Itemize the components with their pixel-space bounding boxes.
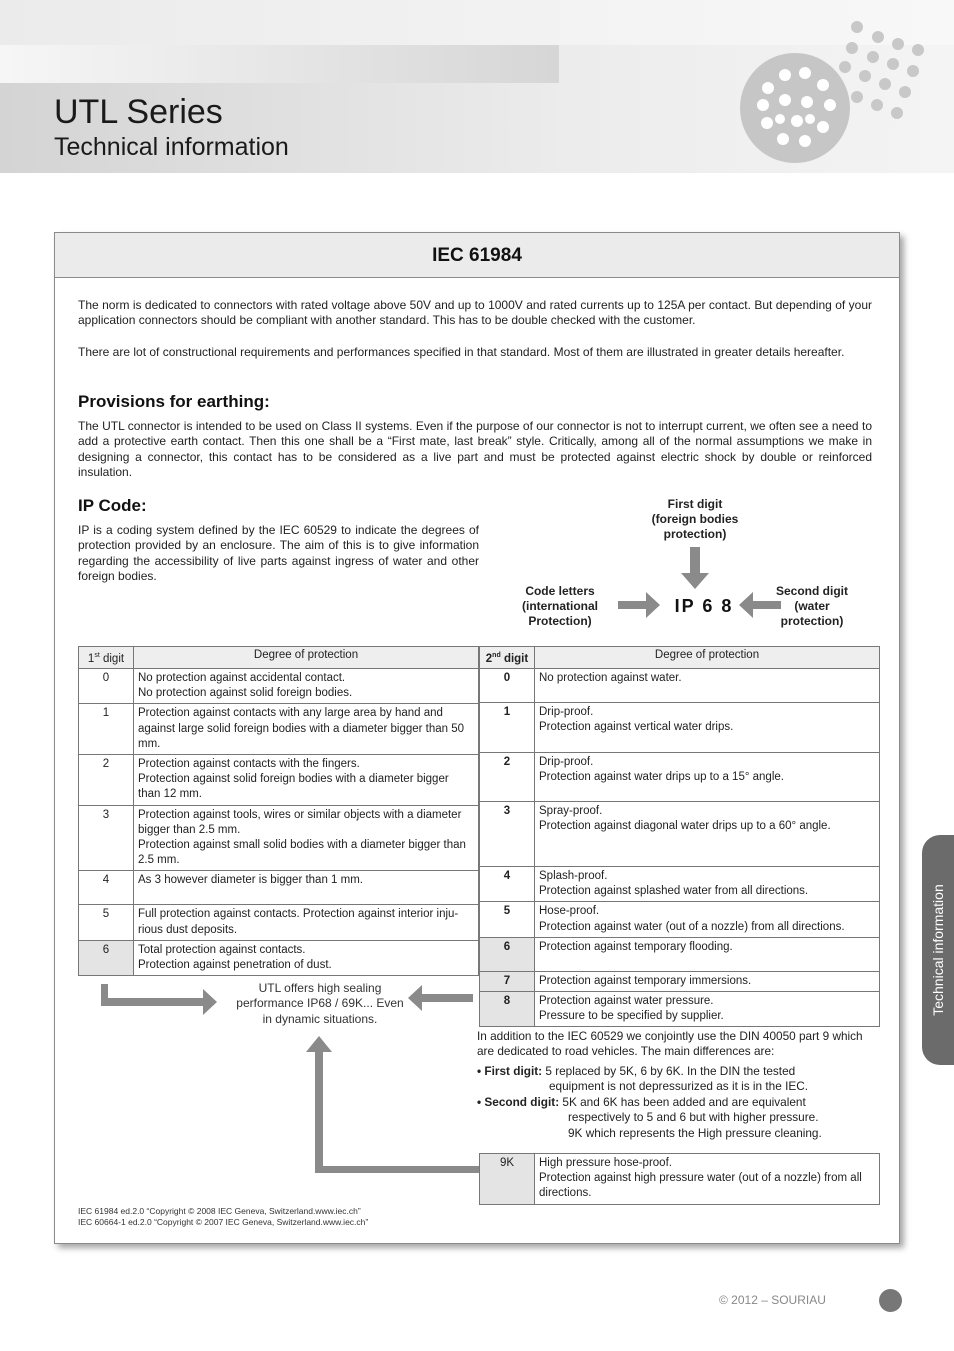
table-row: 5 Full protection against contacts. Protection against interior inju-rious dust deposits. xyxy=(79,905,479,940)
table-row: 1 Drip-proof. Protection against vertical water drips. xyxy=(480,703,880,753)
earthing-paragraph: The UTL connector is intended to be used on Class II systems. Even if the purpose of our connector is not to interrupt current, we often see a need to add a protective earth contact. Then this one shall be a “First mate, last break” style. Critically, among all of the normal assumptions we make in designing a connector, this contact has to be considered as a live part and must be protected against electric shock by double or reinforced insulation. xyxy=(78,419,872,480)
arrow-left-icon xyxy=(408,985,473,1011)
column-header-first-digit: 1st digit xyxy=(79,647,134,669)
table-row: 2 Protection against contacts with the fingers. Protection against solid foreign bodies with a diameter bigger than 12 mm. xyxy=(79,755,479,806)
first-digit-table xyxy=(78,646,479,976)
table-row: 6 Protection against temporary flooding. xyxy=(480,937,880,971)
table-row-highlighted: 6 Total protection against contacts. Protection against penetration of dust. xyxy=(79,940,479,975)
page-subtitle: Technical information xyxy=(54,133,289,161)
ip-diagram-arrows xyxy=(615,543,785,623)
ip-code-paragraph: IP is a coding system defined by the IEC 60529 to indicate the degrees of protection provided by an enclosure. The aim of this is to give information regarding the accessibility of live parts against ingress of water and other foreign bodies. xyxy=(78,523,479,584)
table-row: 3 Protection against tools, wires or similar objects with a diameter bigger than 2.5 mm. Protection against small solid bodies with a diameter bigger than 2.5 mm. xyxy=(79,805,479,871)
din-second-digit: • Second digit: 5K and 6K has been added and are equivalent respectively to 5 and 6 but with higher pressure. 9K which represents the High pressure cleaning. xyxy=(477,1095,822,1140)
table-row: 9K High pressure hose-proof. Protection against high pressure water (out of a nozzle) from all directions. xyxy=(480,1154,880,1205)
table-row: 2 Drip-proof. Protection against water drips up to a 15° angle. xyxy=(480,753,880,802)
first-digit-label: First digit (foreign bodies protection) xyxy=(651,497,739,541)
iec-61984-panel xyxy=(54,232,900,1244)
ip-code-heading: IP Code: xyxy=(78,496,147,515)
footnote-iec-61984: IEC 61984 ed.2.0 “Copyright © 2008 IEC Geneva, Switzerland.www.iec.ch” xyxy=(78,1206,361,1216)
page-title: UTL Series xyxy=(54,93,223,131)
table-row: 4 Splash-proof. Protection against splashed water from all directions. xyxy=(480,867,880,902)
page-header xyxy=(0,0,954,173)
intro-paragraph-2: There are lot of constructional requirements and performances specified in that standard. Most of them are illustrated in greater details hereafter. xyxy=(78,345,845,359)
intro-paragraph-1: The norm is dedicated to connectors with rated voltage above 50V and up to 1000V and rated currents up to 125A per contact. But depending of your application connectors should be compliant with another standard. This has to be double checked with the customer. xyxy=(78,298,872,328)
connector-face-logo xyxy=(735,15,935,170)
header-band-middle xyxy=(0,45,559,83)
din-intro: In addition to the IEC 60529 we conjointly use the DIN 40050 part 9 which are dedicated to road vehicles. The main differences are: xyxy=(477,1029,863,1059)
sealing-note: UTL offers high sealing performance IP68 / 69K... Even in dynamic situations. xyxy=(236,981,404,1026)
column-header-degree: Degree of protection xyxy=(134,647,479,669)
column-header-second-digit: 2nd digit xyxy=(480,647,535,669)
table-row: 7 Protection against temporary immersions. xyxy=(480,971,880,991)
second-digit-table xyxy=(479,646,880,1027)
panel-title: IEC 61984 xyxy=(55,233,899,278)
arrow-left-icon xyxy=(739,592,781,618)
arrow-elbow-up-icon xyxy=(306,1036,477,1173)
table-row: 0 No protection against water. xyxy=(480,669,880,703)
column-header-degree: Degree of protection xyxy=(535,647,880,669)
table-row-highlighted: 8 Protection against water pressure. Pressure to be specified by supplier. xyxy=(480,992,880,1027)
din-first-digit: • First digit: 5 replaced by 5K, 6 by 6K. In the DIN the tested equipment is not depressurized as it is in the IEC. xyxy=(477,1064,809,1094)
table-row: 0 No protection against accidental contact. No protection against solid foreign bodies. xyxy=(79,669,479,704)
table-row: 5 Hose-proof. Protection against water (out of a nozzle) from all directions. xyxy=(480,902,880,937)
code-letters-label: Code letters (international Protection) xyxy=(521,584,598,628)
table-row: 4 As 3 however diameter is bigger than 1 mm. xyxy=(79,871,479,905)
ip-code-example: IP 6 8 xyxy=(674,596,734,616)
din-9k-table xyxy=(479,1153,880,1205)
table-row: 1 Protection against contacts with any large area by hand and against large solid foreign bodies with a diameter bigger than 50 mm. xyxy=(79,704,479,755)
second-digit-label: Second digit (water protection) xyxy=(776,584,848,628)
arrow-elbow-right-icon xyxy=(101,984,217,1015)
page-number-dot xyxy=(879,1289,902,1312)
arrow-right-icon xyxy=(618,592,660,618)
earthing-heading: Provisions for earthing: xyxy=(78,392,270,411)
side-tab-label: Technical information xyxy=(930,884,946,1016)
footnote-iec-60664: IEC 60664-1 ed.2.0 “Copyright © 2007 IEC Geneva, Switzerland.www.iec.ch” xyxy=(78,1217,369,1227)
copyright: © 2012 – SOURIAU xyxy=(719,1293,826,1307)
arrow-down-icon xyxy=(681,547,709,589)
table-row: 3 Spray-proof. Protection against diagonal water drips up to a 60° angle. xyxy=(480,802,880,867)
